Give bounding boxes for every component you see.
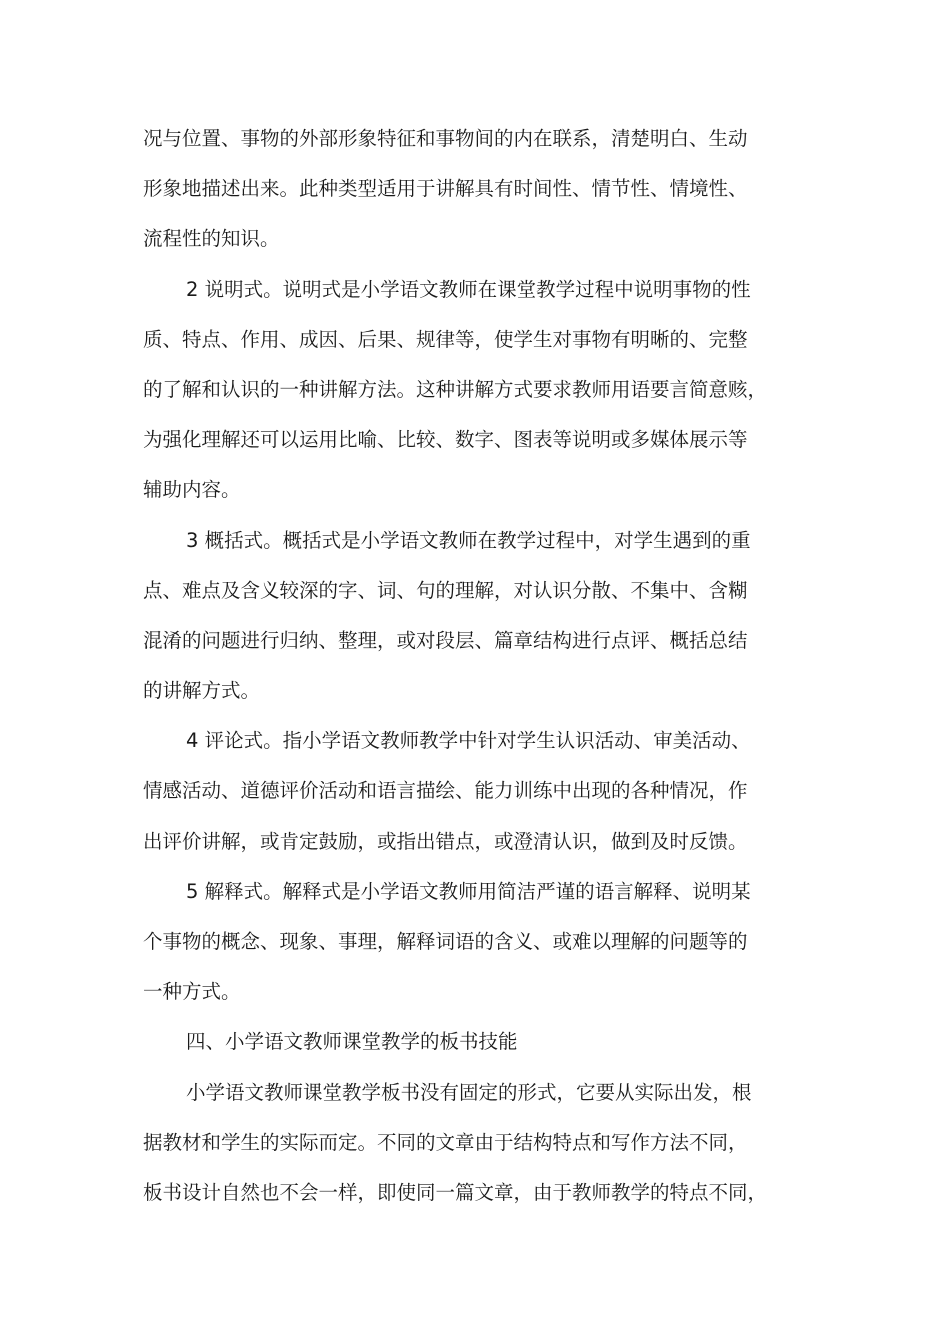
body-text	[143, 114, 813, 1218]
text-line: 点、难点及含义较深的字、词、句的理解，对认识分散、不集中、含糊	[143, 578, 748, 602]
text-line: 出评价讲解，或肯定鼓励，或指出错点，或澄清认识，做到及时反馈。	[143, 829, 748, 853]
paragraph-start-line: 4 评论式。指小学语文教师教学中针对学生认识活动、审美活动、	[186, 729, 751, 753]
text-line: 个事物的概念、现象、事理，解释词语的含义、或难以理解的问题等的	[143, 930, 748, 953]
section-heading: 四、小学语文教师课堂教学的板书技能	[186, 1030, 518, 1054]
text-line: 质、特点、作用、成因、后果、规律等，使学生对事物有明晰的、完整	[143, 327, 748, 351]
text-line: 混淆的问题进行归纳、整理，或对段层、篇章结构进行点评、概括总结	[143, 628, 748, 652]
text-line: 流程性的知识。	[143, 227, 280, 251]
paragraph-start-line: 3 概括式。概括式是小学语文教师在教学过程中，对学生遇到的重	[186, 528, 751, 552]
paragraph-start-line: 2 说明式。说明式是小学语文教师在课堂教学过程中说明事物的性	[186, 277, 751, 301]
text-line: 形象地描述出来。此种类型适用于讲解具有时间性、情节性、情境性、	[143, 177, 748, 201]
text-line: 的讲解方式。	[143, 679, 261, 703]
text-line: 辅助内容。	[143, 478, 241, 502]
text-line: 据教材和学生的实际而定。不同的文章由于结构特点和写作方法不同，	[143, 1130, 748, 1154]
text-line: 板书设计自然也不会一样，即使同一篇文章，由于教师教学的特点不同，	[143, 1180, 768, 1204]
text-line: 况与位置、事物的外部形象特征和事物间的内在联系，清楚明白、生动	[143, 127, 748, 150]
text-line: 的了解和认识的一种讲解方法。这种讲解方式要求教师用语要言简意赅，	[143, 377, 768, 401]
text-line: 为强化理解还可以运用比喻、比较、数字、图表等说明或多媒体展示等	[143, 428, 748, 452]
paragraph-start-line: 5 解释式。解释式是小学语文教师用简洁严谨的语言解释、说明某	[186, 879, 751, 903]
text-line: 情感活动、道德评价活动和语言描绘、能力训练中出现的各种情况，作	[143, 779, 748, 803]
text-line: 一种方式。	[143, 980, 241, 1004]
paragraph-start-line: 小学语文教师课堂教学板书没有固定的形式，它要从实际出发，根	[186, 1080, 752, 1104]
